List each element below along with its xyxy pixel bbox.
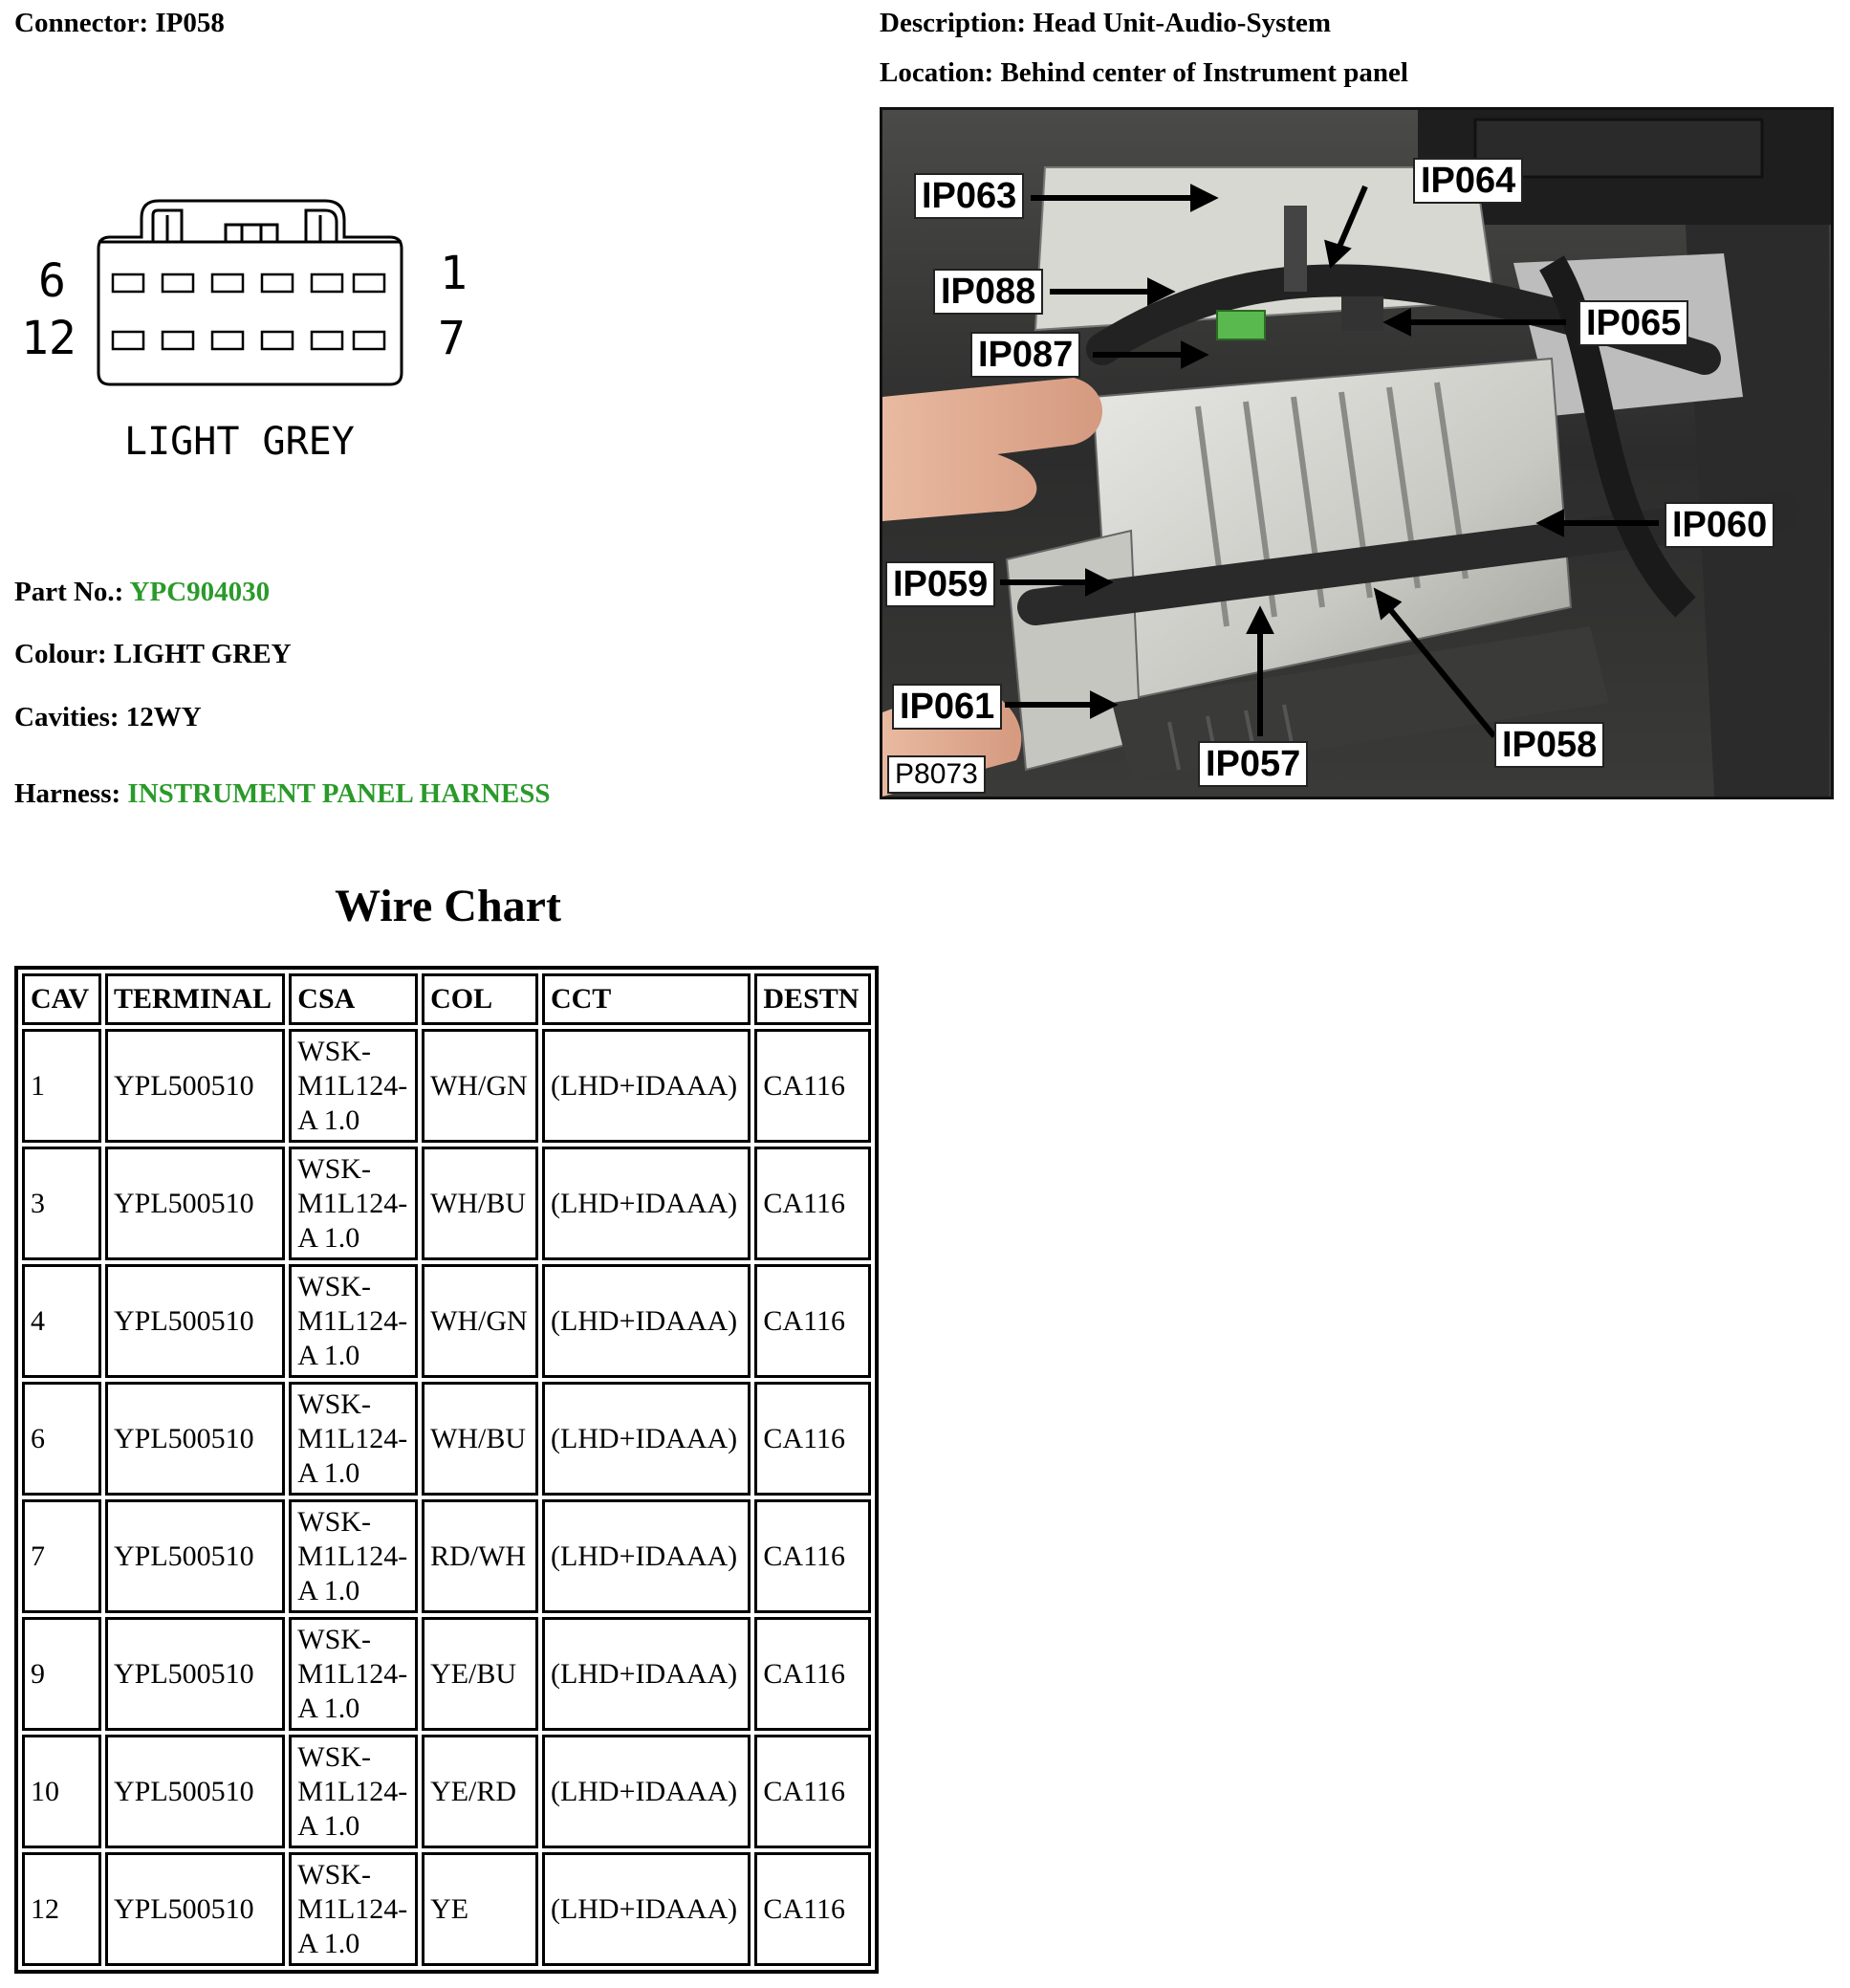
cell-destn: CA116 — [754, 1147, 871, 1260]
cell-csa: WSK- M1L124- A 1.0 — [289, 1499, 418, 1613]
description-value: Head Unit-Audio-System — [1033, 8, 1332, 38]
pin-label-6: 6 — [38, 254, 66, 308]
cell-col: WH/BU — [422, 1382, 538, 1496]
harness-link[interactable]: INSTRUMENT PANEL HARNESS — [127, 778, 551, 809]
cell-destn: CA116 — [754, 1029, 871, 1143]
cell-cct: (LHD+IDAAA) — [542, 1382, 751, 1496]
table-row — [22, 1264, 871, 1378]
table-row — [22, 1499, 871, 1613]
cavities-label: Cavities: — [14, 702, 120, 732]
tag-ip057: IP057 — [1198, 741, 1308, 787]
pin-label-7: 7 — [438, 312, 466, 365]
cell-cct: (LHD+IDAAA) — [542, 1029, 751, 1143]
cell-destn: CA116 — [754, 1499, 871, 1613]
connector-diagram — [0, 172, 497, 478]
colour-label: Colour: — [14, 639, 107, 669]
tag-ip087: IP087 — [970, 332, 1080, 378]
colour-value: LIGHT GREY — [113, 639, 292, 669]
location-label: Location: — [880, 57, 994, 88]
harness-line — [14, 778, 551, 810]
table-row — [22, 1735, 871, 1848]
connector-id: IP058 — [155, 8, 225, 38]
pin-label-1: 1 — [440, 247, 468, 300]
cell-cav: 10 — [22, 1735, 101, 1848]
cell-terminal: YPL500510 — [105, 1029, 285, 1143]
cell-csa: WSK- M1L124- A 1.0 — [289, 1147, 418, 1260]
cell-csa: WSK- M1L124- A 1.0 — [289, 1735, 418, 1848]
cell-csa: WSK- M1L124- A 1.0 — [289, 1852, 418, 1966]
tag-ip065: IP065 — [1578, 300, 1688, 346]
cell-terminal: YPL500510 — [105, 1735, 285, 1848]
part-no-line — [14, 577, 270, 608]
cell-destn: CA116 — [754, 1382, 871, 1496]
description-line — [880, 8, 1331, 39]
harness-label: Harness: — [14, 778, 121, 809]
table-header-row — [22, 973, 871, 1025]
part-no-label: Part No.: — [14, 577, 124, 607]
cell-cav: 6 — [22, 1382, 101, 1496]
cell-cct: (LHD+IDAAA) — [542, 1147, 751, 1260]
wire-chart-table — [14, 966, 879, 1974]
cell-col: YE — [422, 1852, 538, 1966]
cavity-row-bottom — [113, 332, 384, 349]
cell-cav: 1 — [22, 1029, 101, 1143]
table-row — [22, 1852, 871, 1966]
colour-caption: LIGHT GREY — [124, 420, 355, 464]
header-cav: CAV — [22, 973, 101, 1025]
table-row — [22, 1617, 871, 1731]
cell-destn: CA116 — [754, 1264, 871, 1378]
cell-cav: 9 — [22, 1617, 101, 1731]
cell-col: RD/WH — [422, 1499, 538, 1613]
table-row — [22, 1029, 871, 1143]
connector-line — [14, 8, 225, 39]
header-csa: CSA — [289, 973, 418, 1025]
wire-chart-title: Wire Chart — [335, 881, 561, 931]
tag-ip064: IP064 — [1413, 158, 1523, 204]
location-line — [880, 57, 1408, 89]
cell-csa: WSK- M1L124- A 1.0 — [289, 1382, 418, 1496]
description-label: Description: — [880, 8, 1027, 38]
table-row — [22, 1382, 871, 1496]
cavity-row-top — [113, 274, 384, 292]
cell-terminal: YPL500510 — [105, 1617, 285, 1731]
location-photo — [880, 107, 1834, 799]
tag-ip059: IP059 — [885, 561, 995, 607]
table-row — [22, 1147, 871, 1260]
tag-ip058: IP058 — [1494, 722, 1604, 768]
cell-col: WH/BU — [422, 1147, 538, 1260]
photo-reference: P8073 — [887, 755, 986, 794]
cell-terminal: YPL500510 — [105, 1852, 285, 1966]
tag-ip088: IP088 — [933, 269, 1043, 315]
location-value: Behind center of Instrument panel — [1000, 57, 1408, 88]
cell-col: WH/GN — [422, 1264, 538, 1378]
cell-terminal: YPL500510 — [105, 1382, 285, 1496]
cell-cav: 4 — [22, 1264, 101, 1378]
tag-ip063: IP063 — [914, 173, 1024, 219]
cell-cav: 12 — [22, 1852, 101, 1966]
cell-csa: WSK- M1L124- A 1.0 — [289, 1029, 418, 1143]
cell-col: YE/RD — [422, 1735, 538, 1848]
cavities-value: 12WY — [125, 702, 202, 732]
cell-cav: 3 — [22, 1147, 101, 1260]
cell-col: WH/GN — [422, 1029, 538, 1143]
header-destn: DESTN — [754, 973, 871, 1025]
cell-terminal: YPL500510 — [105, 1499, 285, 1613]
cell-cct: (LHD+IDAAA) — [542, 1735, 751, 1848]
cell-csa: WSK- M1L124- A 1.0 — [289, 1264, 418, 1378]
cell-col: YE/BU — [422, 1617, 538, 1731]
cell-cav: 7 — [22, 1499, 101, 1613]
header-col: COL — [422, 973, 538, 1025]
cell-cct: (LHD+IDAAA) — [542, 1852, 751, 1966]
cavities-line — [14, 702, 202, 733]
cell-cct: (LHD+IDAAA) — [542, 1499, 751, 1613]
cell-destn: CA116 — [754, 1735, 871, 1848]
header-cct: CCT — [542, 973, 751, 1025]
colour-line — [14, 639, 292, 670]
connector-label: Connector: — [14, 8, 149, 38]
cell-destn: CA116 — [754, 1852, 871, 1966]
cell-destn: CA116 — [754, 1617, 871, 1731]
photo-scene — [882, 110, 1831, 797]
cell-terminal: YPL500510 — [105, 1264, 285, 1378]
tag-ip060: IP060 — [1665, 502, 1774, 548]
pin-label-12: 12 — [21, 312, 76, 365]
cell-cct: (LHD+IDAAA) — [542, 1264, 751, 1378]
cell-csa: WSK- M1L124- A 1.0 — [289, 1617, 418, 1731]
tag-ip061: IP061 — [892, 684, 1002, 730]
cell-terminal: YPL500510 — [105, 1147, 285, 1260]
part-no-link[interactable]: YPC904030 — [129, 577, 271, 607]
cell-cct: (LHD+IDAAA) — [542, 1617, 751, 1731]
header-terminal: TERMINAL — [105, 973, 285, 1025]
